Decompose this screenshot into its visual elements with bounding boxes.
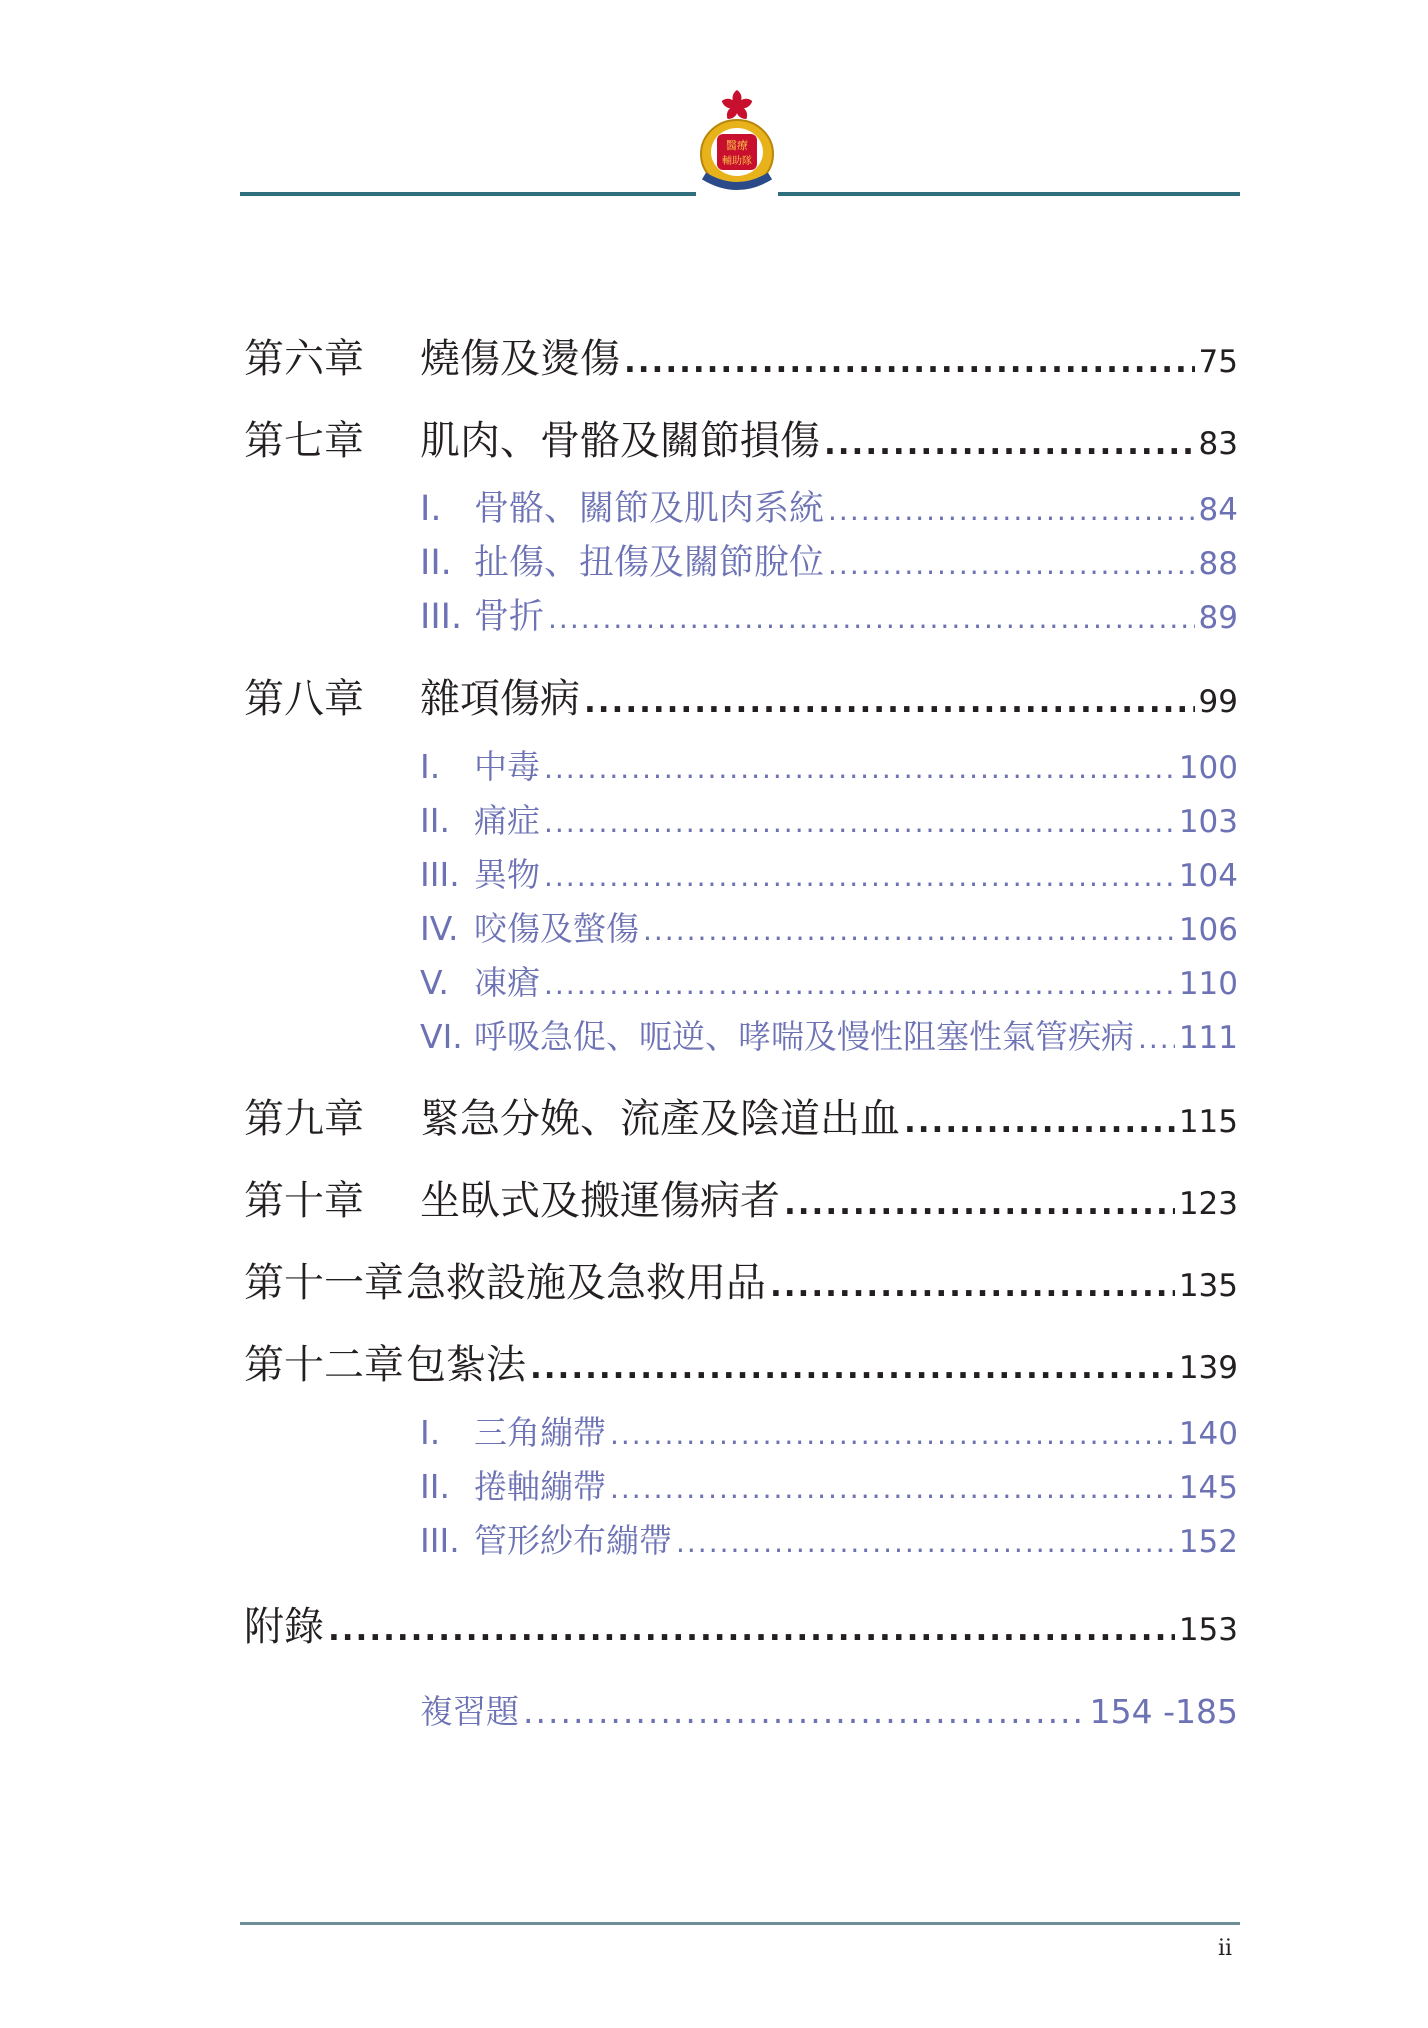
toc-section[interactable] bbox=[244, 1514, 1238, 1568]
page-ref: 75 bbox=[1198, 344, 1238, 380]
page-ref: 89 bbox=[1198, 600, 1238, 636]
dot-leader bbox=[328, 1589, 1175, 1671]
ams-emblem-logo bbox=[690, 86, 784, 194]
section-numeral: III. bbox=[420, 597, 463, 637]
page-ref: 115 bbox=[1178, 1104, 1238, 1140]
dot-leader bbox=[784, 1163, 1175, 1245]
toc-section[interactable] bbox=[244, 956, 1238, 1010]
section-title: 骨骼、關節及肌肉系統 bbox=[474, 489, 825, 529]
section-numeral: I. bbox=[420, 1413, 441, 1452]
toc-section[interactable] bbox=[244, 536, 1238, 590]
section-title: 捲軸繃帶 bbox=[474, 1467, 606, 1506]
page-ref: 110 bbox=[1178, 966, 1238, 1002]
toc-section[interactable] bbox=[244, 1010, 1238, 1064]
section-numeral: I. bbox=[420, 489, 442, 529]
section-numeral: II. bbox=[420, 801, 450, 840]
page-ref: 140 bbox=[1178, 1416, 1238, 1452]
page-ref: 88 bbox=[1198, 546, 1238, 582]
section-title: 骨折 bbox=[474, 597, 545, 637]
dot-leader bbox=[824, 403, 1195, 485]
section-title: 凍瘡 bbox=[474, 963, 540, 1002]
dot-leader bbox=[548, 592, 1195, 646]
toc-section[interactable] bbox=[244, 848, 1238, 902]
toc-chapter-12[interactable] bbox=[244, 1324, 1238, 1406]
page-ref: 154 -185 bbox=[1089, 1692, 1238, 1731]
page-ref: 84 bbox=[1198, 492, 1238, 528]
review-title: 複習題 bbox=[420, 1692, 519, 1731]
chapter-number: 第六章 bbox=[244, 336, 364, 382]
chapter-number: 第十章 bbox=[244, 1178, 364, 1224]
chapter-number: 第十一章 bbox=[244, 1260, 404, 1306]
page-ref: 83 bbox=[1198, 426, 1238, 462]
dot-leader bbox=[904, 1081, 1175, 1163]
header-rule-left bbox=[240, 192, 696, 196]
page-ref: 152 bbox=[1178, 1524, 1238, 1560]
section-numeral: IV. bbox=[420, 909, 459, 948]
section-title: 異物 bbox=[474, 855, 540, 894]
chapter-title: 肌肉、骨骼及關節損傷 bbox=[420, 418, 820, 464]
page-ref: 139 bbox=[1178, 1350, 1238, 1386]
dot-leader bbox=[643, 904, 1175, 958]
toc-chapter-10[interactable] bbox=[244, 1160, 1238, 1242]
dot-leader bbox=[544, 850, 1175, 904]
page-ref: 123 bbox=[1178, 1186, 1238, 1222]
chapter-title: 緊急分娩、流產及陰道出血 bbox=[420, 1096, 900, 1142]
table-of-contents bbox=[244, 318, 1238, 1742]
chapter-title: 雜項傷病 bbox=[420, 676, 580, 722]
section-title: 扯傷、扭傷及關節脫位 bbox=[474, 543, 825, 583]
dot-leader bbox=[523, 1682, 1086, 1742]
dot-leader bbox=[770, 1245, 1175, 1327]
toc-section[interactable] bbox=[244, 740, 1238, 794]
dot-leader bbox=[828, 538, 1195, 592]
toc-chapter-11[interactable] bbox=[244, 1242, 1238, 1324]
toc-appendix[interactable] bbox=[244, 1586, 1238, 1668]
page-ref: 145 bbox=[1178, 1470, 1238, 1506]
logo-text-top: 醫療 bbox=[726, 139, 748, 152]
toc-section[interactable] bbox=[244, 590, 1238, 644]
page-ref: 106 bbox=[1178, 912, 1238, 948]
appendix-title: 附錄 bbox=[244, 1604, 324, 1650]
dot-leader bbox=[624, 321, 1195, 403]
dot-leader bbox=[544, 796, 1175, 850]
section-numeral: II. bbox=[420, 543, 452, 583]
chapter-number: 第七章 bbox=[244, 418, 364, 464]
section-title: 呼吸急促、呃逆、哮喘及慢性阻塞性氣管疾病 bbox=[474, 1017, 1134, 1056]
toc-section[interactable] bbox=[244, 482, 1238, 536]
page-ref: 100 bbox=[1178, 750, 1238, 786]
toc-review-questions[interactable] bbox=[244, 1682, 1238, 1742]
section-numeral: II. bbox=[420, 1467, 450, 1506]
toc-section[interactable] bbox=[244, 1406, 1238, 1460]
dot-leader bbox=[530, 1327, 1175, 1409]
page-ref: 135 bbox=[1178, 1268, 1238, 1304]
chapter-title: 包紮法 bbox=[406, 1342, 526, 1388]
toc-section[interactable] bbox=[244, 794, 1238, 848]
page-ref: 103 bbox=[1178, 804, 1238, 840]
chapter-title: 急救設施及急救用品 bbox=[406, 1260, 766, 1306]
page-ref: 99 bbox=[1198, 684, 1238, 720]
section-numeral: III. bbox=[420, 1521, 460, 1560]
toc-chapter-8[interactable] bbox=[244, 658, 1238, 740]
toc-chapter-6[interactable] bbox=[244, 318, 1238, 400]
chapter-title: 坐臥式及搬運傷病者 bbox=[420, 1178, 780, 1224]
dot-leader bbox=[1138, 1012, 1175, 1066]
section-title: 中毒 bbox=[474, 747, 540, 786]
footer-rule bbox=[240, 1922, 1240, 1925]
chapter-number: 第十二章 bbox=[244, 1342, 404, 1388]
dot-leader bbox=[584, 661, 1195, 743]
dot-leader bbox=[544, 958, 1175, 1012]
logo-text-bottom: 輔助隊 bbox=[722, 156, 752, 167]
section-numeral: I. bbox=[420, 747, 441, 786]
dot-leader bbox=[828, 484, 1195, 538]
page-ref: 153 bbox=[1178, 1612, 1238, 1648]
section-title: 管形紗布繃帶 bbox=[474, 1521, 672, 1560]
chapter-number: 第八章 bbox=[244, 676, 364, 722]
page-number: ii bbox=[1218, 1936, 1233, 1961]
section-numeral: V. bbox=[420, 963, 449, 1002]
chapter-title: 燒傷及燙傷 bbox=[420, 336, 620, 382]
section-title: 痛症 bbox=[474, 801, 540, 840]
page-ref: 104 bbox=[1178, 858, 1238, 894]
page-ref: 111 bbox=[1178, 1020, 1238, 1056]
bauhinia-icon bbox=[720, 90, 753, 122]
dot-leader bbox=[676, 1516, 1175, 1570]
section-title: 三角繃帶 bbox=[474, 1413, 606, 1452]
toc-section[interactable] bbox=[244, 1460, 1238, 1514]
section-numeral: III. bbox=[420, 855, 460, 894]
section-numeral: VI. bbox=[420, 1017, 463, 1056]
toc-section[interactable] bbox=[244, 902, 1238, 956]
header-rule-right bbox=[778, 192, 1240, 196]
dot-leader bbox=[610, 1462, 1175, 1516]
dot-leader bbox=[544, 742, 1175, 796]
chapter-number: 第九章 bbox=[244, 1096, 364, 1142]
dot-leader bbox=[610, 1408, 1175, 1462]
toc-chapter-9[interactable] bbox=[244, 1078, 1238, 1160]
section-title: 咬傷及螫傷 bbox=[474, 909, 639, 948]
toc-chapter-7[interactable] bbox=[244, 400, 1238, 482]
